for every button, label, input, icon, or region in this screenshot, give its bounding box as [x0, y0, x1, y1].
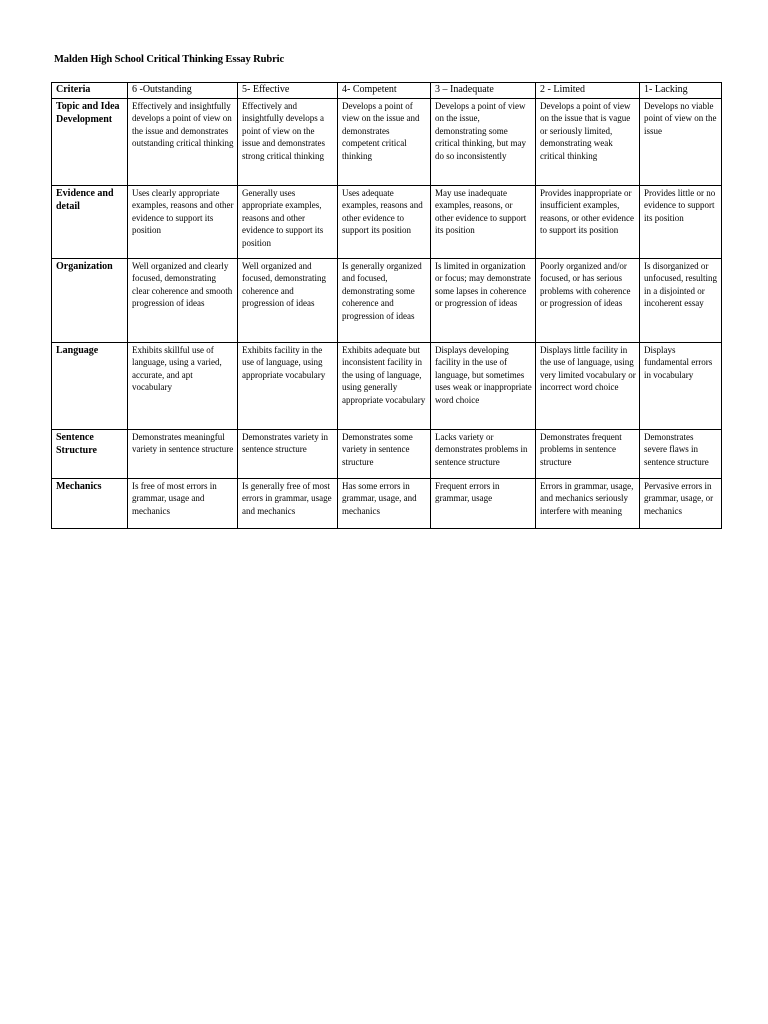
level-1-header: 1- Lacking	[640, 83, 722, 99]
rubric-cell: Demonstrates frequent problems in sentence structure	[536, 430, 640, 479]
rubric-cell: Uses adequate examples, reasons and other evidence to support its position	[338, 186, 431, 259]
level-3-header: 3 – Inadequate	[431, 83, 536, 99]
rubric-cell: Is disorganized or unfocused, resulting in a disjointed or incoherent essay	[640, 259, 722, 343]
row-topic-and-idea-development	[52, 99, 722, 186]
rubric-cell: May use inadequate examples, reasons, or other evidence to support its position	[431, 186, 536, 259]
rubric-cell: Develops a point of view on the issue that is vague or seriously limited, demonstrating weak critical thinking	[536, 99, 640, 186]
rubric-cell: Is free of most errors in grammar, usage and mechanics	[128, 479, 238, 529]
rubric-cell: Exhibits skillful use of language, using a varied, accurate, and apt vocabulary	[128, 343, 238, 430]
criterion-label: Sentence Structure	[52, 430, 128, 479]
criterion-label: Organization	[52, 259, 128, 343]
criterion-label: Evidence and detail	[52, 186, 128, 259]
row-language	[52, 343, 722, 430]
rubric-cell: Well organized and focused, demonstrating coherence and progression of ideas	[238, 259, 338, 343]
rubric-cell: Is generally organized and focused, demonstrating some coherence and progression of ideas	[338, 259, 431, 343]
rubric-cell: Has some errors in grammar, usage, and mechanics	[338, 479, 431, 529]
level-2-header: 2 - Limited	[536, 83, 640, 99]
rubric-cell: Displays little facility in the use of language, using very limited vocabulary or incorrect word choice	[536, 343, 640, 430]
rubric-cell: Displays developing facility in the use of language, but sometimes uses weak or inappropriate word choice	[431, 343, 536, 430]
criterion-label: Language	[52, 343, 128, 430]
rubric-cell: Develops a point of view on the issue and demonstrates competent critical thinking	[338, 99, 431, 186]
row-mechanics	[52, 479, 722, 529]
criterion-label: Mechanics	[52, 479, 128, 529]
rubric-cell: Is limited in organization or focus; may demonstrate some lapses in coherence or progression of ideas	[431, 259, 536, 343]
rubric-cell: Uses clearly appropriate examples, reasons and other evidence to support its position	[128, 186, 238, 259]
row-evidence-and-detail	[52, 186, 722, 259]
rubric-cell: Provides inappropriate or insufficient examples, reasons, or other evidence to support its position	[536, 186, 640, 259]
level-4-header: 4- Competent	[338, 83, 431, 99]
criteria-header: Criteria	[52, 83, 128, 99]
row-sentence-structure	[52, 430, 722, 479]
rubric-cell: Demonstrates some variety in sentence structure	[338, 430, 431, 479]
rubric-cell: Pervasive errors in grammar, usage, or mechanics	[640, 479, 722, 529]
rubric-cell: Errors in grammar, usage, and mechanics seriously interfere with meaning	[536, 479, 640, 529]
rubric-cell: Effectively and insightfully develops a point of view on the issue and demonstrates outstanding critical thinking	[128, 99, 238, 186]
level-6-header: 6 -Outstanding	[128, 83, 238, 99]
rubric-cell: Well organized and clearly focused, demonstrating clear coherence and smooth progression of ideas	[128, 259, 238, 343]
rubric-cell: Develops a point of view on the issue, demonstrating some critical thinking, but may do so inconsistently	[431, 99, 536, 186]
criterion-label: Topic and Idea Development	[52, 99, 128, 186]
rubric-cell: Lacks variety or demonstrates problems in sentence structure	[431, 430, 536, 479]
rubric-cell: Frequent errors in grammar, usage	[431, 479, 536, 529]
rubric-cell: Effectively and insightfully develops a point of view on the issue and demonstrates strong critical thinking	[238, 99, 338, 186]
rubric-table	[51, 82, 722, 529]
rubric-cell: Develops no viable point of view on the issue	[640, 99, 722, 186]
row-organization	[52, 259, 722, 343]
rubric-cell: Exhibits facility in the use of language, using appropriate vocabulary	[238, 343, 338, 430]
document-title: Malden High School Critical Thinking Essay Rubric	[54, 54, 285, 65]
rubric-cell: Displays fundamental errors in vocabulary	[640, 343, 722, 430]
level-5-header: 5- Effective	[238, 83, 338, 99]
rubric-cell: Demonstrates meaningful variety in sentence structure	[128, 430, 238, 479]
rubric-cell: Demonstrates severe flaws in sentence structure	[640, 430, 722, 479]
rubric-cell: Demonstrates variety in sentence structure	[238, 430, 338, 479]
rubric-cell: Exhibits adequate but inconsistent facility in the using of language, using generally appropriate vocabulary	[338, 343, 431, 430]
header-row	[52, 83, 722, 99]
rubric-cell: Poorly organized and/or focused, or has serious problems with coherence or progression of ideas	[536, 259, 640, 343]
rubric-cell: Generally uses appropriate examples, reasons and other evidence to support its position	[238, 186, 338, 259]
rubric-cell: Provides little or no evidence to support its position	[640, 186, 722, 259]
rubric-cell: Is generally free of most errors in grammar, usage and mechanics	[238, 479, 338, 529]
